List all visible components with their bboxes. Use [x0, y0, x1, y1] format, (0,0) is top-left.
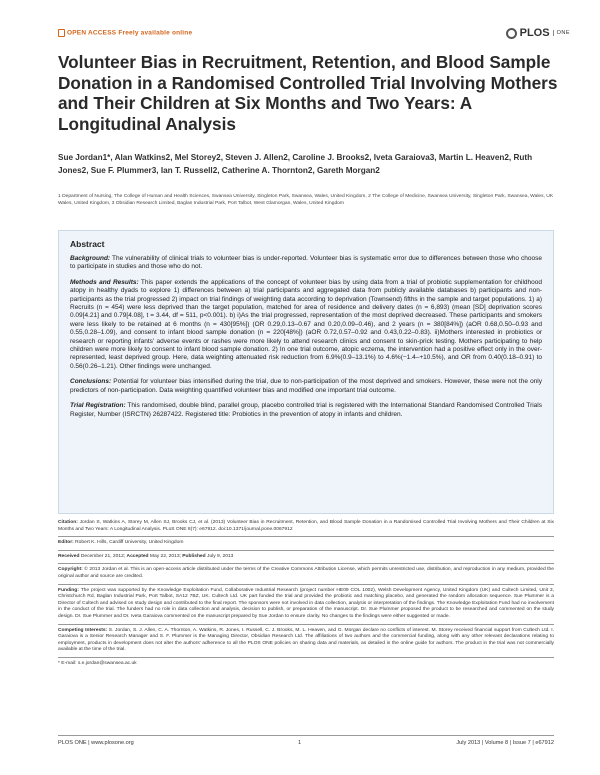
- registration-label: Trial Registration:: [70, 402, 126, 410]
- abstract-registration: [70, 402, 542, 419]
- footer-journal-link[interactable]: PLOS ONE | www.plosone.org: [58, 740, 134, 746]
- abstract-box: [58, 230, 554, 514]
- open-label: OPEN: [67, 29, 87, 37]
- copyright: [58, 567, 554, 580]
- access-label: ACCESS: [88, 29, 117, 37]
- editor: [58, 540, 554, 547]
- copyright-label: Copyright:: [58, 567, 83, 573]
- abstract-background: [70, 255, 542, 272]
- editor-label: Editor:: [58, 540, 74, 546]
- article-title: Volunteer Bias in Recruitment, Retention, and Blood Sample Donation in a Randomised Controlled Trial Involving Mothers and Their Children at Six Months and Two Years: A Longitudinal Analysis: [58, 52, 558, 134]
- methods-text: This paper extends the applications of the concept of volunteer bias by using data from a trial of probiotic supplementation for childhood atopy in healthy dyads to explore 1) differences between a) trial participants and aggregated data from publicly available databases b) participants and non-participants as the trial progressed 2) impact on trial findings of weighting data according to deprivation (Townsend) fifths in the sample and target populations. 1) a) Recruits (n = 454) were less deprived than the target population, matched for area of residence and delivery dates (n = 6,893) (mean [SD] deprivation scores 0.09[4.21] and 0.79[4.08], t = 3.44, df = 511, p<0.001). b) i)As the trial progressed, representation of the most deprived decreased. These participants and smokers were less likely to be retained at 6 months (n = 430[95%]) (OR 0.29,0.13–0.67 and 0.20,0.09–0.46), and 2 years (n = 380[84%]) (aOR 0.68,0.50–0.93 and 0.55,0.28–1.09), and consent to infant blood sample donation (n = 220[48%]) (aOR 0.72,0.57–0.92 and 0.43,0.22–0.83). ii)Mothers interested in probiotics or research or reporting infants' adverse events or rashes were more likely to attend research clinics and consent to skin-prick testing. Mothers participating to help children were more likely to consent to infant blood sample donation. 2) In one trial outcome, atopic eczema, the intervention had a positive effect only in the over-represented, least deprived group. Here, data weighting attenuated risk reduction from 6.9%(0.9–13.1%) to 4.6%(−1.4–+10.5%), and OR from 0.40(0.18–0.91) to 0.56(0.26–1.21). Other findings were unchanged.: [70, 278, 542, 370]
- citation-label: Citation:: [58, 520, 78, 525]
- freely-available-label: Freely available online: [118, 29, 193, 37]
- conclusions-label: Conclusions:: [70, 378, 112, 386]
- funding-label: Funding:: [58, 587, 79, 593]
- corresponding-email[interactable]: * E-mail: s.e.jordan@swansea.ac.uk: [58, 660, 137, 666]
- background-text: The vulnerability of clinical trials to volunteer bias is under-reported. Volunteer bias is systematic error due to differences between those who choose to participate in studies and those who do not.: [70, 255, 542, 271]
- abstract-methods: [70, 279, 542, 371]
- competing-interests: [58, 628, 554, 654]
- accepted-text: May 22, 2013;: [148, 553, 183, 559]
- received-label: Received: [58, 553, 80, 559]
- author-list: Sue Jordan1*, Alan Watkins2, Mel Storey2, Steven J. Allen2, Caroline J. Brooks2, Iveta Garaiova3, Martin L. Heaven2, Ruth Jones2, Sue F. Plummer3, Ian T. Russell2, Catherine A. Thornton2, Gareth Morgan2: [58, 153, 533, 175]
- footer-divider: [58, 735, 554, 736]
- published-text: July 9, 2013: [205, 553, 234, 559]
- abstract-conclusions: [70, 378, 542, 395]
- divider: [58, 584, 554, 585]
- competing-label: Competing Interests:: [58, 627, 108, 633]
- open-access-badge: [58, 29, 192, 37]
- plos-logo-icon: [506, 28, 517, 39]
- plos-one-logo[interactable]: [506, 27, 570, 39]
- affiliations: 1 Department of Nursing, The College of Human and Health Sciences, Swansea University, Singleton Park, Swansea, Wales, United Kingdom, 2 The College of Medicine, Swansea University, Singleton Park, Swansea, Wales, UK Wales, United Kingdom, 3 Obsidian Research Limited, Baglan Industrial Park, Port Talbot, West Glamorgan, Wales, United Kingdom: [58, 194, 554, 207]
- page-footer: [58, 740, 554, 752]
- article-metadata: [58, 520, 554, 671]
- issue-info: July 2013 | Volume 8 | Issue 7 | e67912: [456, 740, 554, 746]
- received-text: December 21, 2012;: [79, 553, 127, 559]
- editor-text: Robert K. Hills, Cardiff University, United Kingdom: [73, 540, 184, 546]
- competing-text: S. Jordan, S. J. Allen, C. A. Thornton, A. Watkins, R. Jones, I. Russell, C. J. Brooks, M. L. Heaven, and G. Morgan declare no conflicts of interest. M. Storey received financial support from Cultech Ltd. I. Garaiova is a Senior Research Manager and S. F. Plummer is the Managing Director, Obsidian Research Ltd. The affiliations of two authors and the commercial funding, along with any other relevant declarations relating to employment, products in development does not alter the authors' adherence to all the PLOS ONE policies on sharing data and materials, as detailed in the online guide for authors. The product in the trial was not commercially available at the time of the trial.: [58, 627, 554, 653]
- divider: [58, 550, 554, 551]
- copyright-text: © 2013 Jordan et al. This is an open-access article distributed under the terms of the Creative Commons Attribution License, which permits unrestricted use, distribution, and reproduction in any medium, provided the original author and source are credited.: [58, 567, 554, 579]
- divider: [58, 536, 554, 537]
- methods-label: Methods and Results:: [70, 278, 139, 286]
- divider: [58, 657, 554, 658]
- registration-text: This randomised, double blind, parallel group, placebo controlled trial is registered with the International Standard Randomised Controlled Trials Register, Number (ISRCTN) 26287422. Registered title: Probiotics in the prevention of atopy in infants and children.: [70, 402, 542, 418]
- journal-header: [58, 27, 570, 43]
- divider: [58, 563, 554, 564]
- page-number: 1: [298, 740, 302, 746]
- dates: [58, 554, 554, 561]
- plos-logo-text: PLOS: [519, 27, 550, 39]
- plos-logo-sub: ONE: [553, 30, 570, 36]
- citation: [58, 520, 554, 533]
- funding: [58, 588, 554, 621]
- accepted-label: Accepted: [126, 553, 149, 559]
- divider: [58, 624, 554, 625]
- citation-text: Jordan S, Watkins A, Storey M, Allen SJ, Brooks CJ, et al. (2013) Volunteer Bias in Recruitment, Retention, and Blood Sample Donation in a Randomised Controlled Trial Involving Mothers and Their Children at Six Months and Two Years: A Longitudinal Analysis. PLoS ONE 8(7): e67912. doi:10.1371/journal.pone.0067912: [58, 520, 554, 532]
- published-label: Published: [182, 553, 206, 559]
- open-lock-icon: [58, 29, 65, 37]
- funding-text: The project was supported by the Knowledge Exploitation Fund, Collaborative Industrial Research (project number HE09 COL 1002), Welsh Development Agency, United Kingdom (UK) and Cultech Limited, Unit 3, Christchurch Rd, Baglan Industrial Park, Port Talbot, SA12 7BZ, UK. Cultech Ltd. UK part funded the trial and provided the probiotic and matching placebo, and generated the random allocation sequence. Sue Plummer is a Director of Cultech and advised on study design and contributed to the final report. The sponsors were not involved in data collection, analysis or interpretation of the findings. The Knowledge Exploitation Fund had no involvement in the conduct of the trial. The funders had no role in data collection and analysis, decision to publish, or preparation of the manuscript. Dr. Sue Plummer proposed the product to be researched and commented on the study design. Dr. Sue Plummer and Dr. Iveta Garaiova commented on the manuscript prepared by Sue Jordan to ensure clarity. No changes to the findings were either suggested or made.: [58, 587, 554, 619]
- conclusions-text: Potential for volunteer bias intensified during the trial, due to non-participation of the most deprived and smokers. However, these were not the only predictors of non-participation. Data weighting quantified volunteer bias and modified one important trial outcome.: [70, 378, 542, 394]
- background-label: Background:: [70, 255, 111, 262]
- abstract-heading: Abstract: [70, 239, 105, 249]
